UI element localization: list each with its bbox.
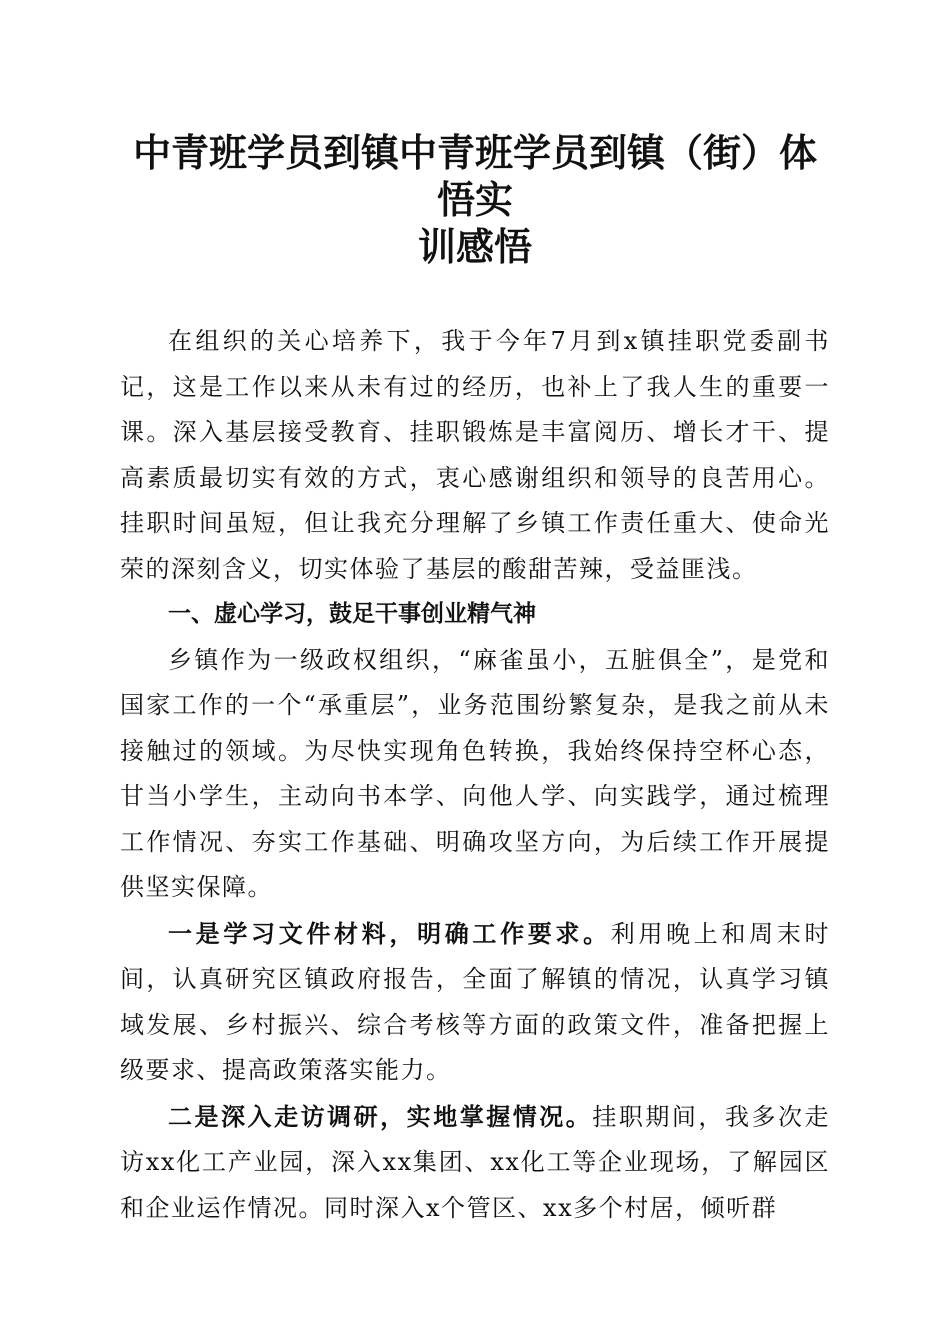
title-line-2: 训感悟 bbox=[417, 225, 532, 269]
point-2-body: 挂职期间，我多次走访xx化工产业园，深入xx集团、xx化工等企业现场，了解园区和企业运作情况。同时深入x个管区、xx多个村居，倾听群 bbox=[120, 1102, 831, 1222]
point-1-lead: 一是学习文件材料，明确工作要求。 bbox=[168, 918, 611, 948]
document-page bbox=[120, 130, 830, 1231]
point-1-paragraph bbox=[120, 911, 830, 1094]
document-title bbox=[120, 130, 830, 271]
point-2-lead: 二是深入走访调研，实地掌握情况。 bbox=[168, 1101, 593, 1131]
point-2-paragraph bbox=[120, 1094, 830, 1232]
point-1-body: 利用晚上和周末时间，认真研究区镇政府报告，全面了解镇的情况，认真学习镇域发展、乡村振兴、综合考核等方面的政策文件，准备把握上级要求、提高政策落实能力。 bbox=[120, 919, 830, 1084]
section-1-heading: 一、虚心学习，鼓足干事创业精气神 bbox=[168, 601, 536, 627]
intro-paragraph: 在组织的关心培养下，我于今年7月到x镇挂职党委副书记，这是工作以来从未有过的经历，也补上了我人生的重要一课。深入基层接受教育、挂职锻炼是丰富阅历、增长才干、提高素质最切实有效的方式，衷心感谢组织和领导的良苦用心。挂职时间虽短，但让我充分理解了乡镇工作责任重大、使命光荣的深刻含义，切实体验了基层的酸甜苦辣，受益匪浅。 bbox=[120, 327, 830, 583]
section-1-paragraph: 乡镇作为一级政权组织，“麻雀虽小，五脏俱全”，是党和国家工作的一个“承重层”，业务范围纷繁复杂，是我之前从未接触过的领域。为尽快实现角色转换，我始终保持空杯心态，甘当小学生，主动向书本学、向他人学、向实践学，通过梳理工作情况、夯实工作基础、明确攻坚方向，为后续工作开展提供坚实保障。 bbox=[120, 645, 830, 901]
title-line-1: 中青班学员到镇中青班学员到镇（街）体悟实 bbox=[132, 131, 817, 222]
